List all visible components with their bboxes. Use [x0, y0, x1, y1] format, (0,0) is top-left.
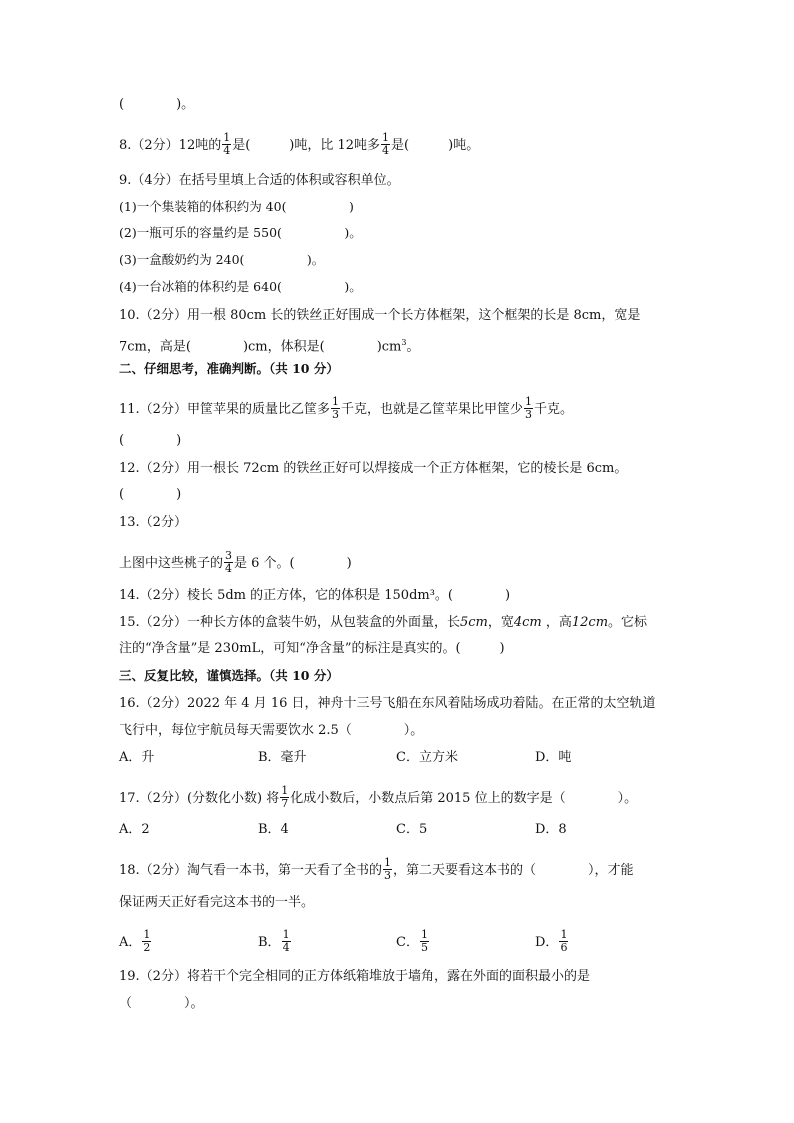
q9-item-3: (3)一盒酸奶约为 240( )。	[119, 252, 325, 267]
fraction-one-fourth	[222, 132, 231, 157]
q10-end: 。	[406, 339, 420, 355]
question-10-line2	[119, 334, 684, 355]
q8-text-b: 是( )吨，比 12吨多	[232, 138, 381, 153]
q18-text-a: 18.（2分）淘气看一本书，第一天看了全书的	[119, 863, 382, 878]
q16-options	[119, 748, 679, 768]
q10-unit-sup: 3	[401, 338, 407, 347]
q17-text-b: 化成小数后，小数点后第 2015 位上的数字是（ ）。	[290, 791, 638, 806]
question-15-line1	[119, 614, 684, 632]
q18-options	[119, 930, 679, 954]
numerator: 1	[383, 856, 391, 869]
q10-text: 7cm，高是( )cm，体积是( )cm	[119, 339, 402, 355]
q16-option-a[interactable]: A．升	[119, 750, 155, 765]
q15-mid1: ，宽	[487, 615, 514, 630]
question-13-body	[119, 549, 684, 575]
q18-option-d[interactable]	[535, 930, 569, 955]
question-18-line1	[119, 856, 684, 882]
q16-option-b[interactable]: B．毫升	[258, 750, 307, 765]
question-18-line2: 保证两天正好看完这本书的一半。	[119, 895, 315, 910]
q16-option-d[interactable]: D．吨	[535, 750, 572, 765]
numerator: 1	[420, 928, 428, 941]
q18-text-b: ，第二天要看这本书的（ ），才能	[392, 863, 634, 878]
denominator: 4	[382, 144, 390, 157]
q9-item-1: (1)一个集装箱的体积约为 40( )	[119, 199, 354, 214]
q11-answer-blank: ( )	[119, 433, 182, 448]
fraction-one-fifth	[420, 929, 429, 954]
question-11	[119, 395, 684, 421]
q8-text-a: 8.（2分）12吨的	[119, 138, 222, 153]
numerator: 1	[281, 784, 289, 797]
q13-text-b: 是 6 个。( )	[234, 556, 352, 571]
q12-answer-blank: ( )	[119, 487, 182, 502]
denominator: 7	[281, 797, 289, 810]
section-2-heading: 二、仔细思考，准确判断。（共 10 分）	[119, 361, 339, 376]
option-label: B．	[258, 935, 281, 950]
denominator: 5	[420, 941, 428, 954]
q15-end: 。它标	[608, 615, 648, 630]
numerator: 1	[282, 928, 290, 941]
q18-option-c[interactable]	[396, 930, 430, 955]
q18-option-a[interactable]	[119, 930, 152, 955]
fraction-one-fourth-2	[381, 132, 390, 157]
numerator: 1	[331, 395, 339, 408]
fraction-one-fourth-q18	[282, 929, 291, 954]
question-16-line2: 飞行中，每位宇航员每天需要饮水 2.5（ ）。	[119, 723, 424, 738]
question-12: 12.（2分）用一根长 72cm 的铁丝正好可以焊接成一个正方体框架，它的棱长是 6cm。	[119, 461, 628, 476]
q17-options	[119, 820, 679, 840]
q11-text-b: 千克，也就是乙筐苹果比甲筐少	[340, 402, 523, 417]
denominator: 4	[225, 562, 233, 575]
fraction-three-fourths	[224, 550, 233, 575]
q15-text-a: 15.（2分）一种长方体的盒装牛奶，从包装盒的外面量，长	[119, 615, 460, 630]
denominator: 4	[282, 941, 290, 954]
q17-option-d[interactable]: D．8	[535, 822, 567, 837]
q8-text-c: 是( )吨。	[391, 138, 480, 153]
q11-text-a: 11.（2分）甲筐苹果的质量比乙筐多	[119, 402, 330, 417]
section-3-heading: 三、反复比较，谨慎选择。（共 10 分）	[119, 668, 339, 683]
q9-item-2: (2)一瓶可乐的容量约是 550( )。	[119, 225, 362, 240]
fraction-one-third-q18	[383, 857, 392, 882]
numerator: 1	[524, 395, 532, 408]
q15-width: 4cm	[513, 615, 542, 630]
denominator: 6	[560, 941, 568, 954]
q17-option-b[interactable]: B．4	[258, 822, 289, 837]
q15-height: 12cm	[571, 615, 609, 630]
q15-length: 5cm	[459, 615, 488, 630]
q7-answer-blank: ( )。	[119, 97, 195, 112]
option-label: A．	[119, 935, 142, 950]
question-15-line2: 注的“净含量”是 230mL，可知“净含量”的标注是真实的。( )	[119, 641, 505, 656]
denominator: 3	[524, 408, 532, 421]
fraction-one-third-2	[524, 396, 533, 421]
q11-text-c: 千克。	[533, 402, 573, 417]
question-14: 14.（2分）棱长 5dm 的正方体，它的体积是 150dm³。( )	[119, 588, 511, 603]
denominator: 2	[143, 941, 151, 954]
question-19-line2: （ ）。	[119, 996, 204, 1011]
question-17	[119, 784, 684, 810]
q18-option-b[interactable]	[258, 930, 292, 955]
option-label: D．	[535, 935, 559, 950]
denominator: 4	[223, 144, 231, 157]
denominator: 3	[331, 408, 339, 421]
question-10-line1: 10.（2分）用一根 80cm 长的铁丝正好围成一个长方体框架，这个框架的长是 8cm，宽是	[119, 308, 641, 323]
q17-text-a: 17.（2分）(分数化小数) 将	[119, 791, 280, 806]
numerator: 1	[382, 131, 390, 144]
numerator: 1	[143, 928, 151, 941]
question-8	[119, 131, 684, 157]
numerator: 1	[223, 131, 231, 144]
fraction-one-third	[331, 396, 340, 421]
q15-mid2: ，高	[541, 615, 572, 630]
q16-option-c[interactable]: C．立方米	[396, 750, 458, 765]
numerator: 1	[560, 928, 568, 941]
q17-option-c[interactable]: C．5	[396, 822, 428, 837]
q9-item-4: (4)一台冰箱的体积约是 640( )。	[119, 279, 362, 294]
numerator: 3	[225, 549, 233, 562]
option-label: C．	[396, 935, 419, 950]
fraction-one-sixth	[559, 929, 568, 954]
question-9: 9.（4分）在括号里填上合适的体积或容积单位。	[119, 173, 400, 188]
question-16-line1: 16.（2分）2022 年 4 月 16 日，神舟十三号飞船在东风着陆场成功着陆。在正常的太空轨道	[119, 696, 656, 711]
q13-text-a: 上图中这些桃子的	[119, 556, 224, 571]
fraction-one-seventh	[280, 785, 289, 810]
fraction-one-half	[142, 929, 151, 954]
question-13: 13.（2分）	[119, 515, 187, 530]
question-19-line1: 19.（2分）将若干个完全相同的正方体纸箱堆放于墙角，露在外面的面积最小的是	[119, 969, 590, 984]
q17-option-a[interactable]: A．2	[119, 822, 150, 837]
denominator: 3	[383, 869, 391, 882]
